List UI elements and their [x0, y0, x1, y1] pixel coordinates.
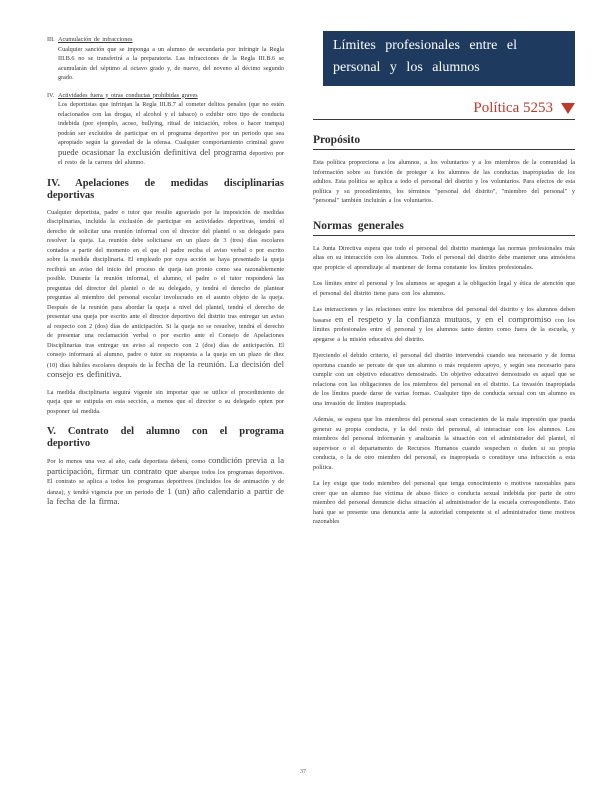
- right-column: [313, 35, 575, 534]
- contract-text: Por lo menos una vez al año, cada deportista deberá, como: [47, 458, 206, 465]
- purpose-paragraph: Esta política proporciona a los alumnos, a los voluntarios y a los miembros de la comunidad la información sobre su función de proteger a los alumnos de las conductas inapropiadas de los adultos. Esta política se aplica a todo el personal del distrito y los voluntarios. Para efectos de esta política y su procedimiento, los términos "personal del distrito", "miembro del personal" y "personal" también incluirán a los voluntarios.: [313, 159, 575, 204]
- title-banner: [323, 31, 575, 86]
- list-item: [47, 35, 284, 83]
- norms-text-large: en el respeto y la confianza mutuos, y en el compromiso: [335, 313, 552, 324]
- norms-paragraph-4: Ejerciendo el debido criterio, el personal del distrito intervendrá cuando sea necesario y de forma oportuna cuando se percate de que un alumno o más requieren apoyo, y según sea necesario para cumplir con un objetivo educativo demostrado. Un objetivo educativo demostrado es aquel que se relaciona con las obligaciones de los miembros del personal en el distrito. La invasión inapropiada de los límites puede darse de varias formas. Cualquier tipo de conducta sexual con un alumno es una invasión de límites inapropiada.: [313, 352, 575, 407]
- list-item-text-large: puede ocasionar la exclusión definitiva del programa: [58, 146, 247, 157]
- infractions-list: [47, 35, 284, 168]
- policy-header: [313, 100, 575, 120]
- list-item-text: Cualquier sanción que se imponga a un alumno de secundaria por infringir la Regla III.B.6 no se transferirá a la preparatoria. Las infracciones de la Regla III.B.6 se acumularán del séptimo al octavo grado y, de nuevo, del noveno al décimo segundo grado.: [58, 45, 284, 81]
- norms-paragraph-5: Además, se espera que los miembros del personal sean conscientes de la mala impresión que pueda generar su propia conducta, y la del resto del personal, al interactuar con los alumnos. Los miembros del personal informarán y analizarán la situación con el administrador del plantel, el supervisor o el departamento de Recursos Humanos cuando sospechen o duden si su propia conducta, o la de otro miembro del personal, es inapropiada o constituye una infracción a esta política.: [313, 416, 575, 471]
- norms-text-2: con los límites profesionales entre el personal y los alumnos tanto dentro como fuera de la escuela, y apegarse a la misión educativa del distrito.: [313, 316, 575, 343]
- appeals-text-large: fecha de la reunión. La decisión del consejo es definitiva.: [47, 358, 284, 379]
- contract-text-large-2: de 1 (un) año calendario a partir de la fecha de la firma.: [47, 485, 284, 506]
- contract-paragraph: [47, 456, 284, 508]
- appeals-paragraph-2: La medida disciplinaria seguirá vigente sin importar que se utilice el procedimiento de queja que se estipula en esta sección, a menos que el director o su delegado opten por posponer tal medida.: [47, 388, 284, 415]
- appeals-paragraph: [47, 208, 284, 381]
- list-item-number: III.: [47, 36, 55, 43]
- norms-paragraph-1: La Junta Directiva espera que todo el personal del distrito mantenga las normas profesionales más altas en su interacción con los alumnos. Todo el personal del distrito debe mantener una atmósfera que propicie el aprendizaje al mantener de forma constante los límites profesionales.: [313, 244, 575, 271]
- contract-text-large: condición previa a la participación, firmar un contrato que: [47, 455, 285, 476]
- list-item-text: Los deportistas que infrinjan la Regla III.B.7 al cometer delitos penales (que no estén relacionados con las drogas, el alcohol y el tabaco) o exhibir otro tipo de conducta indebida (por ejemplo, acoso, bullying, ritual de iniciación, robos o hacer trampa) podrán ser excluidos de participar en el programa deportivo por un periodo que sea apropiado según la gravedad de la ofensa. Cualquier comportamiento criminal grave: [58, 101, 284, 146]
- norms-paragraph-2: Los límites entre el personal y los alumnos se apegan a la obligación legal y ética de atención que el personal del distrito tiene para con los alumnos.: [313, 280, 575, 297]
- list-item: [47, 91, 284, 168]
- page-number: 37: [300, 769, 306, 775]
- list-item-number: IV.: [47, 91, 55, 99]
- banner-title-line-1: Límites profesionales entre el: [333, 38, 517, 53]
- triangle-down-icon: [561, 103, 575, 114]
- section-heading-appeals: IV. Apelaciones de medidas disciplinarias deportivas: [47, 177, 284, 201]
- norms-text: Las interacciones y las relaciones entre los miembros del personal del distrito y los alumnos deben basarse: [313, 306, 575, 324]
- norms-paragraph-3: [313, 305, 575, 344]
- section-heading-purpose: Propósito: [313, 134, 575, 150]
- section-heading-contract: V. Contrato del alumno con el programa deportivo: [47, 426, 284, 449]
- banner-title-line-2: personal y los alumnos: [333, 60, 480, 75]
- policy-number: Política 5253: [473, 100, 553, 116]
- left-column: [47, 35, 284, 515]
- list-item-text-tail: deportivo por el resto de la carrera del alumno.: [58, 149, 284, 166]
- norms-paragraph-6: La ley exige que todo miembro del personal que tenga conocimiento o motivos razonables para creer que un alumno fue víctima de abuso físico o conducta sexual indebida por parte de otro miembro del personal denuncie dicha situación al administrador de la escuela correspondiente. Esto hará que se presente una denuncia ante la autoridad competente si el administrador tiene motivos razonables: [313, 480, 575, 525]
- list-item-title: Acumulación de infracciones: [58, 36, 133, 43]
- list-item-title: Actividades fuera y otras conductas prohibidas graves: [58, 91, 198, 99]
- appeals-text: Cualquier deportista, padre o tutor que resulte agraviado por la imposición de medidas disciplinarias, incluida la exclusión de participar en actividades deportivas, tendrá el derecho de solicitar una reunión informal con el director del plantel o su delegado para resolver la queja. La reunión debe solicitarse en un plazo de 3 (tres) días escolares contados a partir del momento en el que el padre reciba el aviso verbal o por escrito sobre la medida disciplinaria. El empleado por cuya acción se haya presentado la queja recibirá un aviso del inicio del proceso de queja tan pronto como sea razonablemente posible. Durante la reunión informal, el alumno, el padre o el tutor responderá las preguntas del director del plantel o de su delegado, y tendrá el derecho de plantear preguntas al miembro del personal escolar involucrado en el asunto objeto de la queja. Después de la reunión para abordar la queja a nivel del plantel, tendrá el derecho de presentar una queja por escrito ante el director deportivo del distrito tras entregar un aviso al respecto con 2 (dos) días de anticipación. Si la queja no se resuelve, tendrá el derecho de presentar una reclamación verbal o por escrito ante el Consejo de Apelaciones Disciplinarias tras entregar un aviso al respecto con 2 (dos) días de anticipación. El consejo informará al alumno, padre o tutor su respuesta a la queja en un plazo de diez (10) días hábiles escolares después de la: [47, 208, 284, 369]
- contract-text-2: abarque todos los programas deportivos. El contrato se aplica a todos los programas deportivos (incluidos los de animación y de danza), y tendrá vigencia por un periodo: [47, 468, 285, 496]
- section-heading-general-norms: Normas generales: [313, 220, 575, 236]
